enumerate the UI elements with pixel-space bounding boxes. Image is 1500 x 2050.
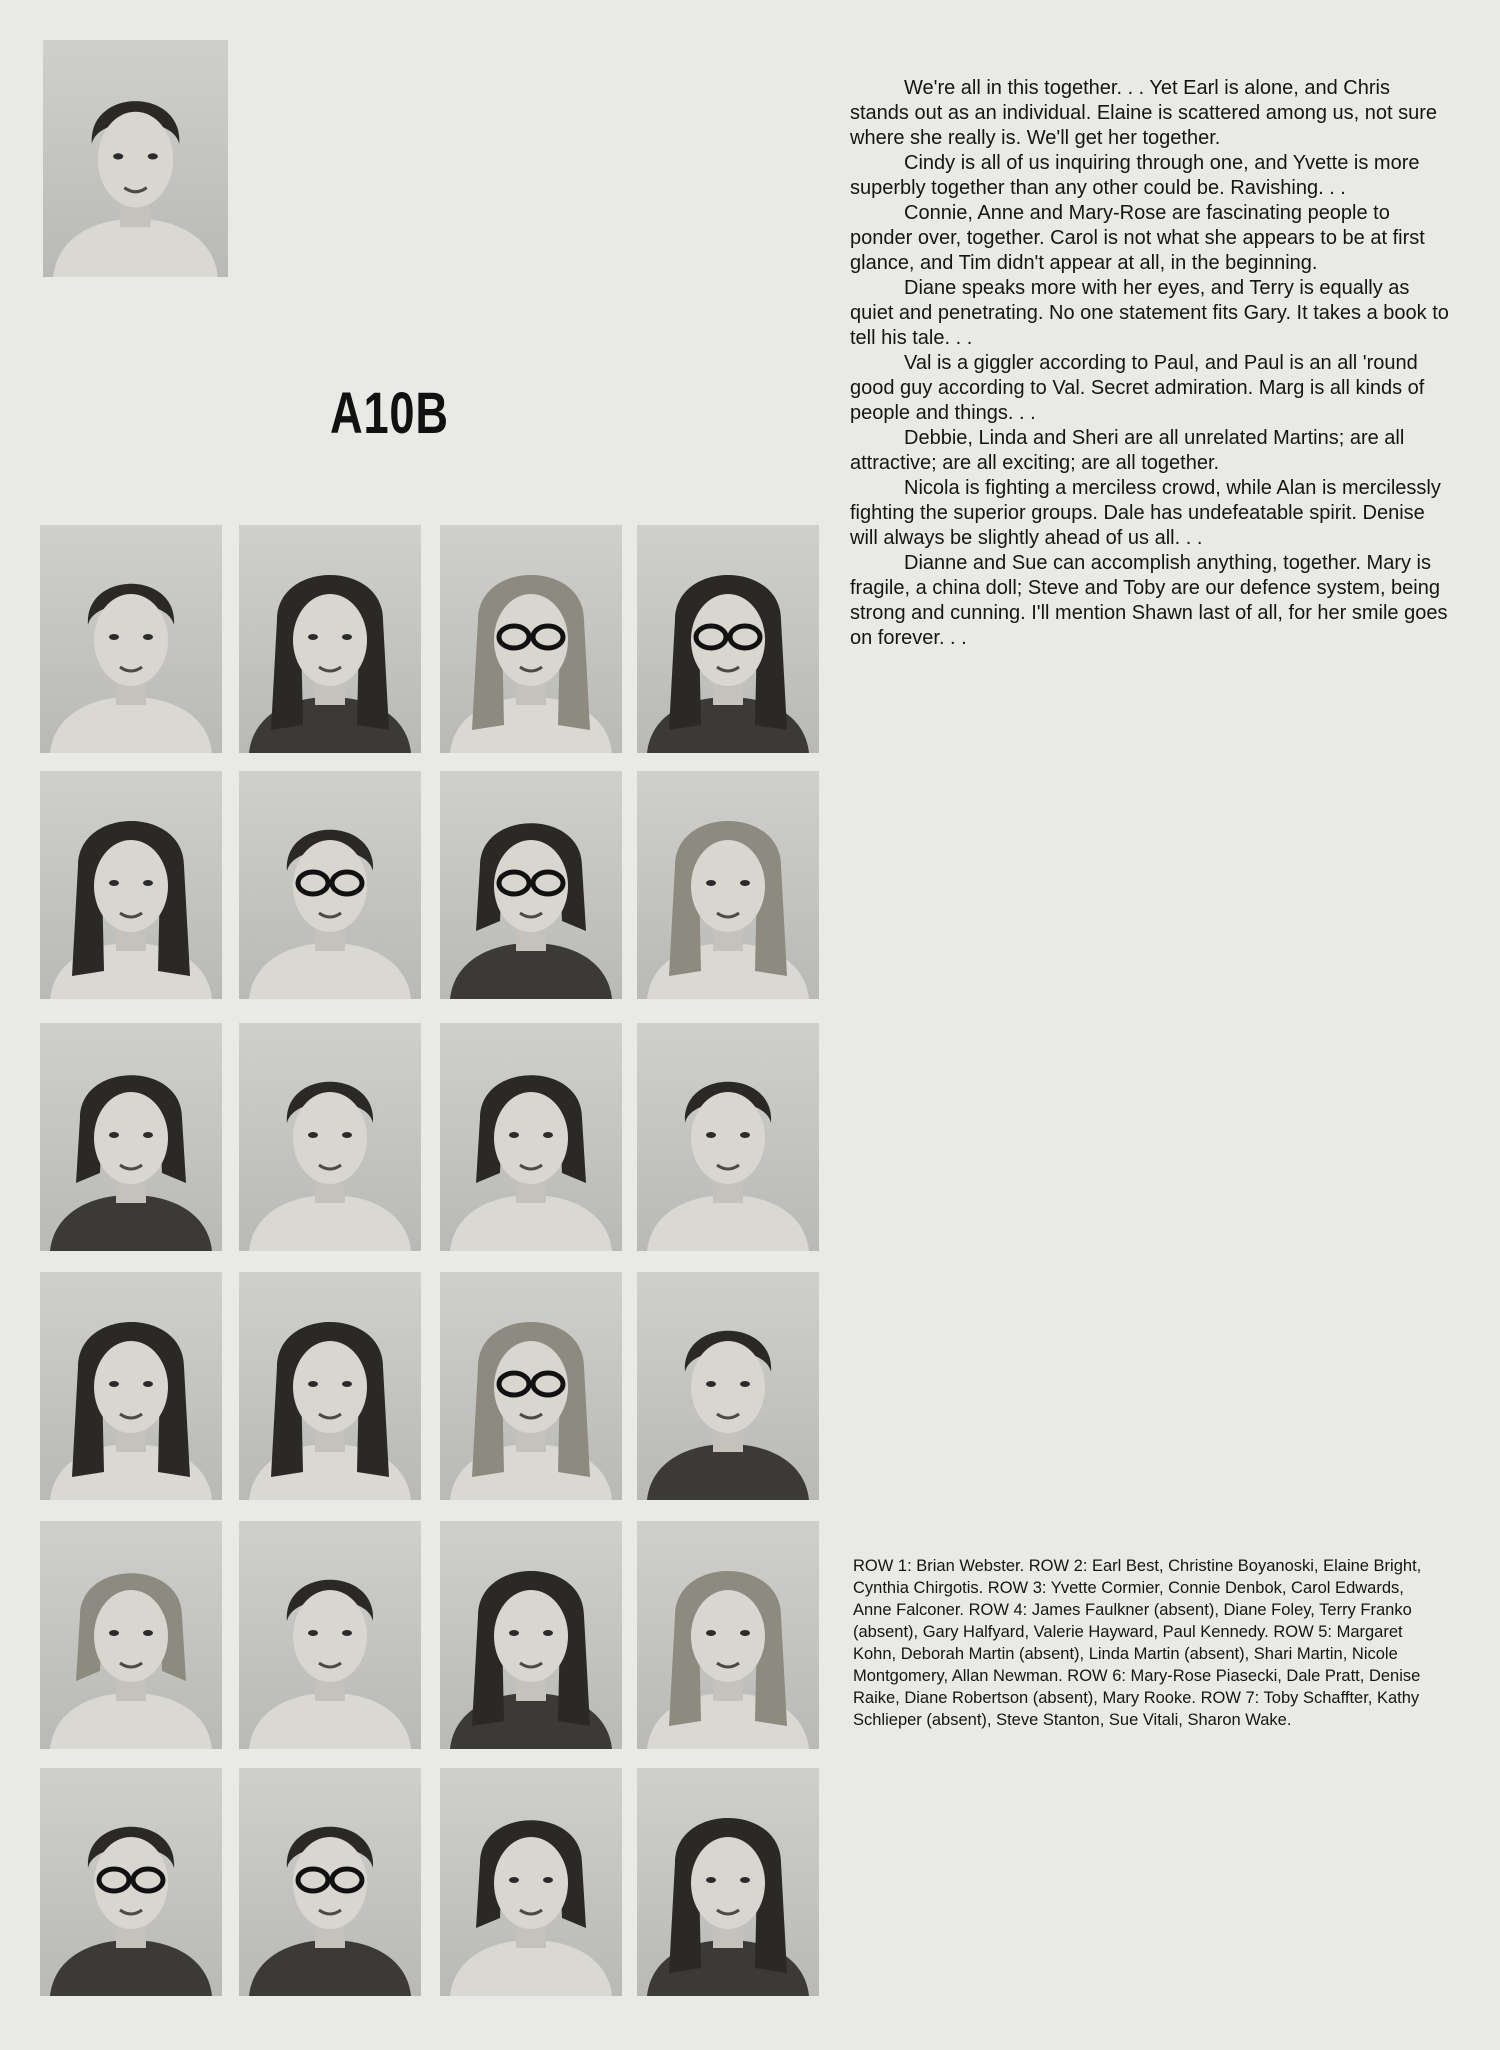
- student-portrait-photo: [440, 1768, 622, 1996]
- student-portrait-photo: [239, 1521, 421, 1749]
- photo-caption: [853, 1555, 1433, 1731]
- essay-paragraph: Cindy is all of us inquiring through one, and Yvette is more superbly together than any other could be. Ravishing. . .: [850, 152, 1420, 199]
- student-portrait-photo: [239, 1272, 421, 1500]
- student-portrait-photo: [239, 1023, 421, 1251]
- essay-paragraph: Val is a giggler according to Paul, and Paul is an all 'round good guy according to Val. Secret admiration. Marg is all kinds of people and things. . .: [850, 352, 1425, 424]
- essay-paragraph: Nicola is fighting a merciless crowd, while Alan is mercilessly fighting the superior groups. Dale has undefeatable spirit. Denise will always be slightly ahead of us all. . .: [850, 477, 1441, 549]
- student-portrait-photo: [239, 525, 421, 753]
- student-portrait-photo: [637, 1521, 819, 1749]
- student-portrait-photo: [40, 525, 222, 753]
- student-portrait-photo: [239, 771, 421, 999]
- student-portrait-photo: [440, 1023, 622, 1251]
- student-portrait-photo: [40, 1023, 222, 1251]
- student-portrait-photo: [637, 1768, 819, 1996]
- essay-paragraph: Dianne and Sue can accomplish anything, together. Mary is fragile, a china doll; Steve and Toby are our defence system, being strong and cunning. I'll mention Shawn last of all, for her smile goes on forever. . .: [850, 552, 1448, 649]
- student-portrait-photo: [637, 525, 819, 753]
- essay-text: [850, 76, 1450, 651]
- essay-paragraph: We're all in this together. . . Yet Earl is alone, and Chris stands out as an individual. Elaine is scattered among us, not sure where she really is. We'll get her together.: [850, 77, 1438, 149]
- student-portrait-photo: [239, 1768, 421, 1996]
- student-portrait-photo: [637, 771, 819, 999]
- student-portrait-photo: [637, 1023, 819, 1251]
- essay-paragraph: Diane speaks more with her eyes, and Terry is equally as quiet and penetrating. No one statement fits Gary. It takes a book to tell his tale. . .: [850, 277, 1449, 349]
- student-portrait-photo: [43, 40, 228, 277]
- student-portrait-photo: [637, 1272, 819, 1500]
- essay-paragraph: Debbie, Linda and Sheri are all unrelated Martins; are all attractive; are all exciting; are all together.: [850, 427, 1405, 474]
- caption-text: ROW 1: Brian Webster. ROW 2: Earl Best, Christine Boyanoski, Elaine Bright, Cynthia Chirgotis. ROW 3: Yvette Cormier, Connie Denbok, Carol Edwards, Anne Falconer. ROW 4: James Faulkner (absent), Diane Foley, Terry Franko (absent), Gary Halfyard, Valerie Hayward, Paul Kennedy. ROW 5: Margaret Kohn, Deborah Martin (absent), Linda Martin (absent), Shari Martin, Nicole Montgomery, Allan Newman. ROW 6: Mary-Rose Piasecki, Dale Pratt, Denise Raike, Diane Robertson (absent), Mary Rooke. ROW 7: Toby Schaffter, Kathy Schlieper (absent), Steve Stanton, Sue Vitali, Sharon Wake.: [853, 1557, 1422, 1729]
- student-portrait-photo: [40, 1768, 222, 1996]
- student-portrait-photo: [440, 525, 622, 753]
- student-portrait-photo: [440, 1272, 622, 1500]
- section-title: A10B: [330, 381, 449, 446]
- student-portrait-photo: [40, 1521, 222, 1749]
- student-portrait-photo: [440, 771, 622, 999]
- student-portrait-photo: [40, 1272, 222, 1500]
- student-portrait-photo: [40, 771, 222, 999]
- essay-paragraph: Connie, Anne and Mary-Rose are fascinating people to ponder over, together. Carol is not what she appears to be at first glance, and Tim didn't appear at all, in the beginning.: [850, 202, 1425, 274]
- student-portrait-photo: [440, 1521, 622, 1749]
